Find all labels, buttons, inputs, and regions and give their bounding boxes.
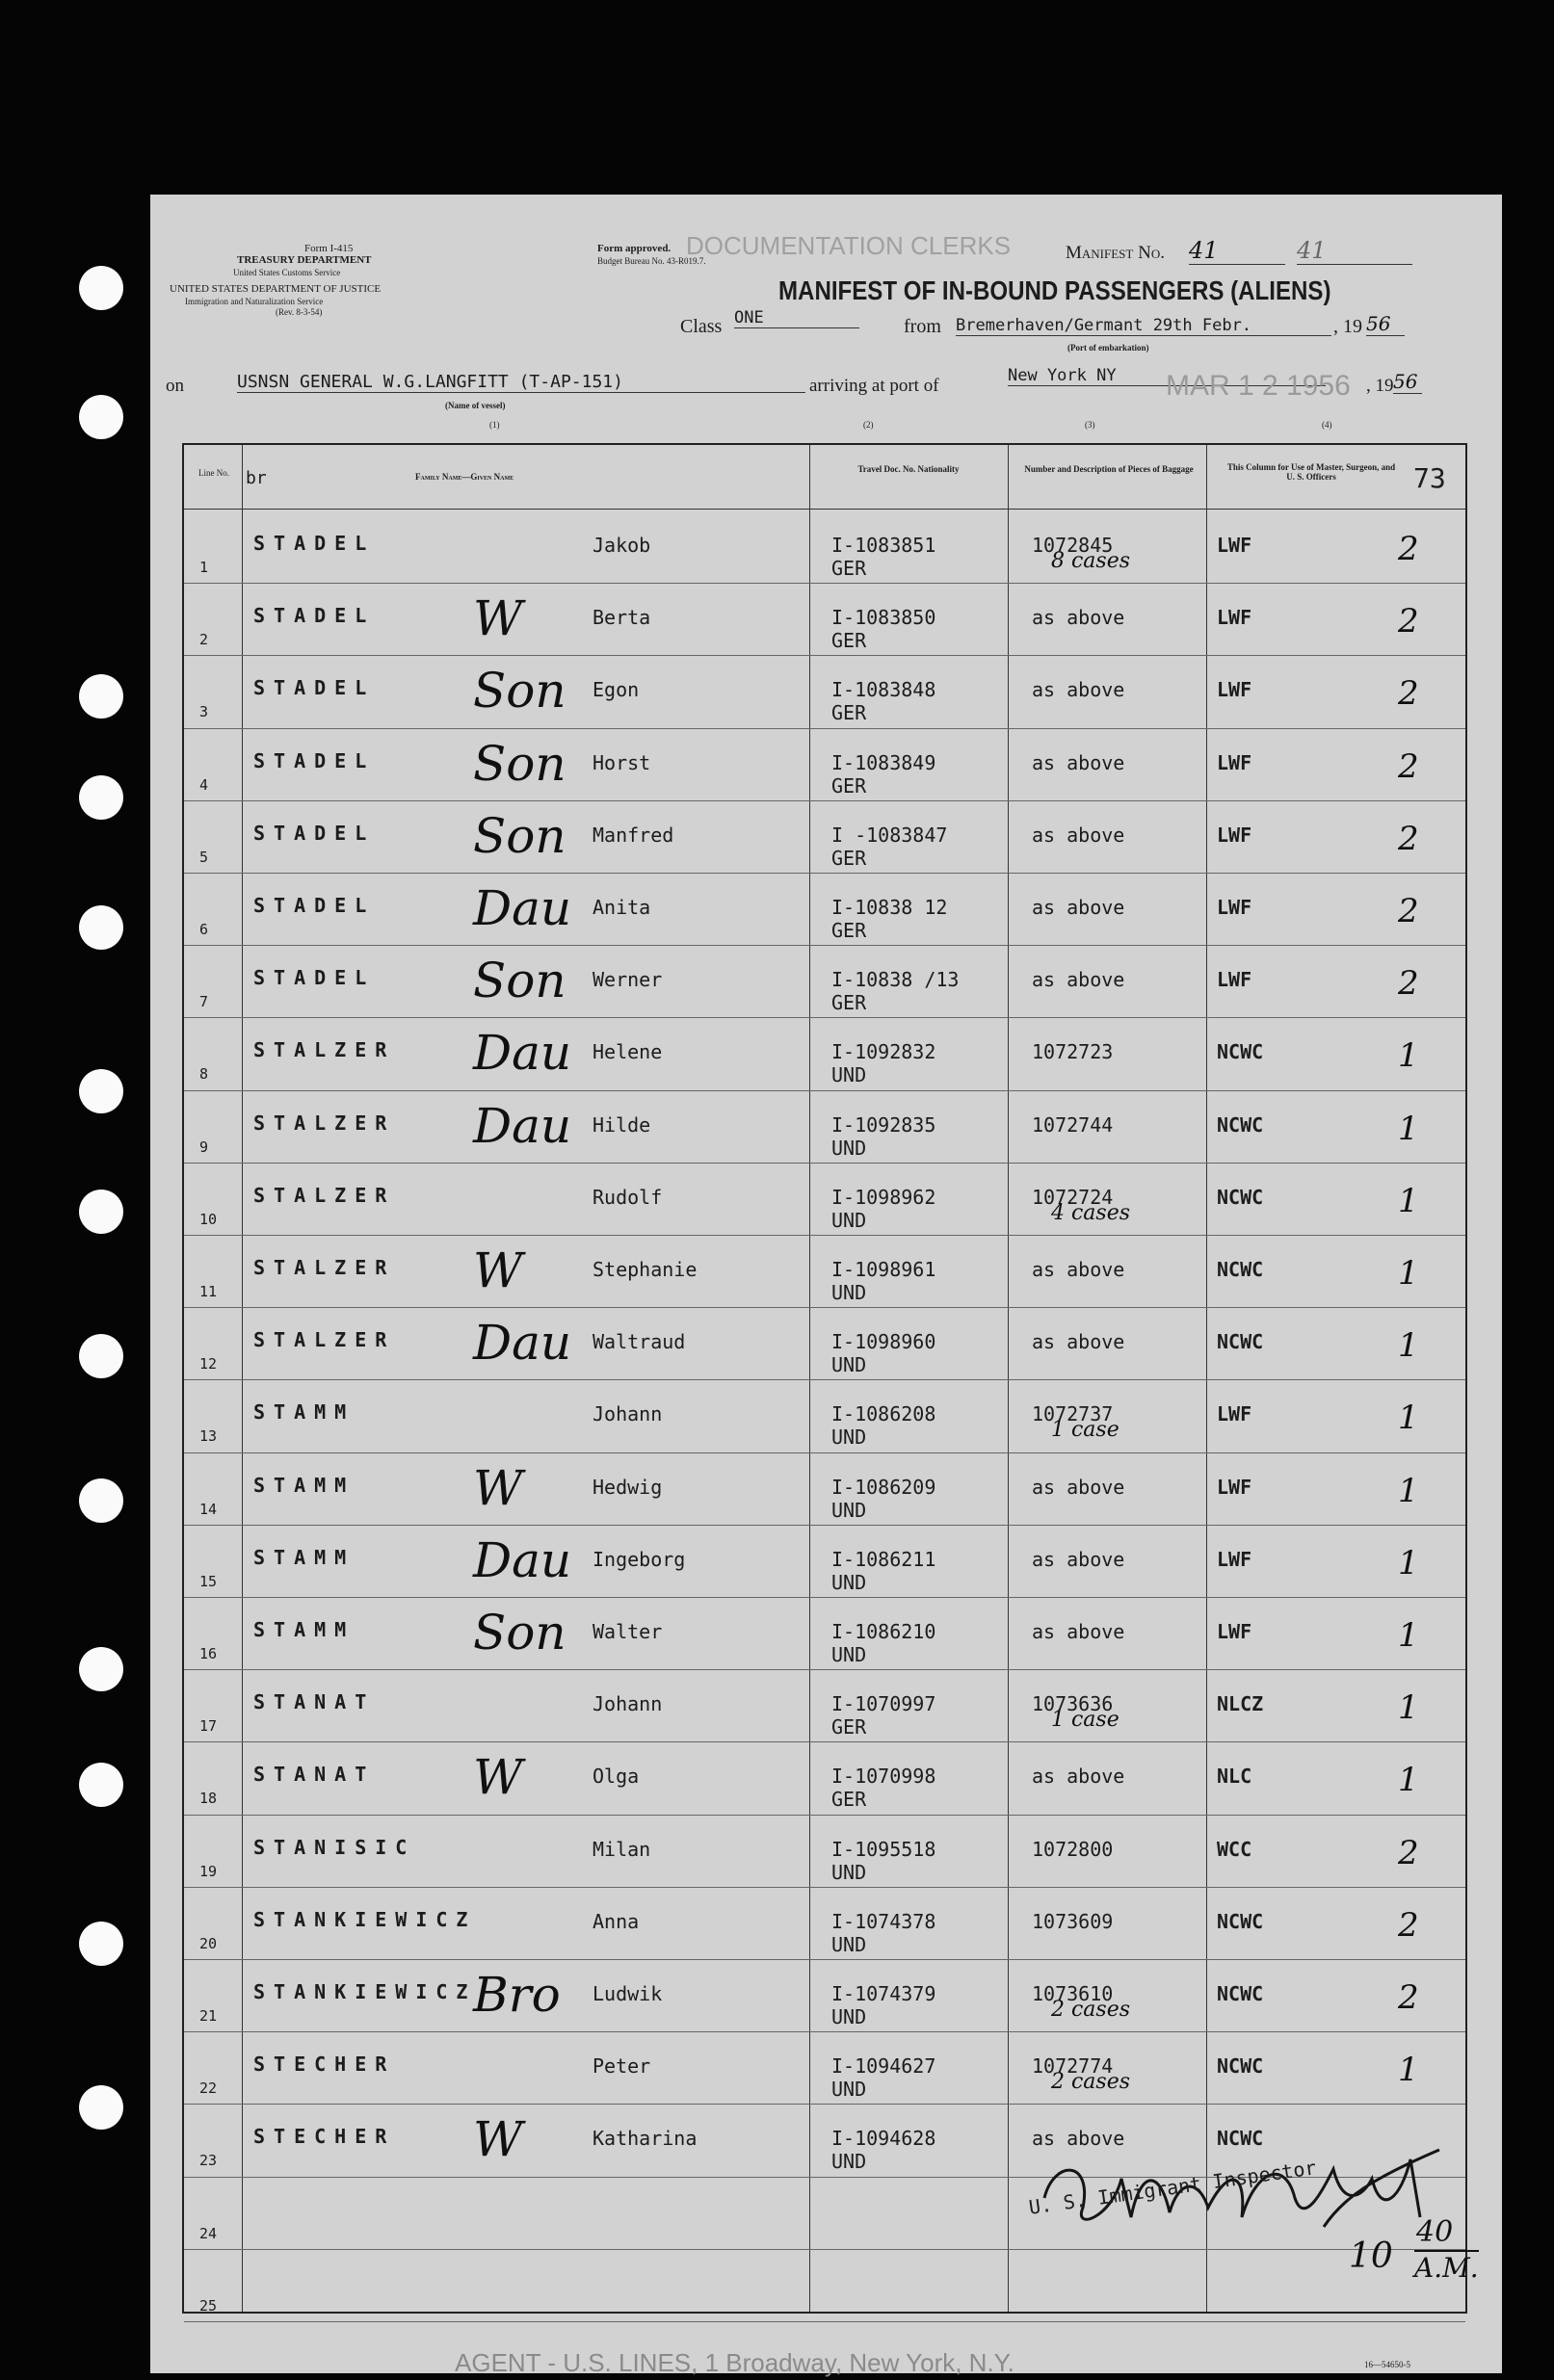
travel-doc-number: I-1095518 [831,1837,936,1861]
arrival-year: 56 [1393,370,1422,394]
binder-hole [79,266,123,310]
given-name: Helene [593,1040,663,1064]
baggage: as above [1032,1258,1125,1281]
nationality: UND [831,2005,867,2028]
travel-doc-number: I-1074379 [831,1982,936,2005]
table-row [184,945,1465,1018]
count: 2 [1398,530,1419,568]
relationship: Dau [473,1097,572,1154]
line-number: 7 [199,993,209,1011]
relationship: W [473,590,523,647]
nationality: GER [831,991,867,1015]
travel-doc-number: I-1083850 [831,606,936,630]
table-row [184,1597,1465,1670]
embark-year-prefix: , 19 [1333,316,1362,337]
table-row [184,1815,1465,1888]
officers-mark: 73 [1413,462,1446,494]
given-name: Horst [593,750,651,774]
table-row [184,1887,1465,1960]
count: 1 [1398,1036,1419,1076]
nationality: GER [831,557,867,580]
given-name: Rudolf [593,1185,663,1209]
relationship: Son [473,663,566,719]
travel-doc-number: I-1098960 [831,1330,936,1354]
vessel-name: USNSN GENERAL W.G.LANGFITT (T-AP-151) [237,372,805,393]
nationality: GER [831,1788,867,1812]
table-row [184,800,1465,874]
family-name: STALZER [253,1328,396,1352]
vessel-caption: (Name of vessel) [445,401,506,410]
binder-hole [79,2085,123,2130]
given-name: Walter [593,1620,663,1643]
agency: LWF [1217,750,1252,774]
relationship: Son [473,953,566,1009]
baggage: as above [1032,750,1125,774]
baggage-note: 4 cases [1051,1200,1131,1225]
relationship: Dau [473,1531,572,1588]
agency: LWF [1217,1547,1252,1571]
given-name: Peter [593,2054,651,2079]
baggage: as above [1032,1620,1125,1643]
table-row [184,655,1465,728]
table-row [184,1090,1465,1164]
line-number: 24 [199,2224,218,2242]
count: 2 [1398,602,1419,641]
agency: NLC [1217,1765,1252,1789]
column-number: (4) [1322,420,1332,430]
relationship: Bro [473,1967,561,2023]
agency: LWF [1217,534,1252,557]
line-number: 12 [199,1355,218,1373]
count: 1 [1398,1181,1419,1220]
count: 2 [1398,1978,1419,2017]
line-number: 20 [199,1934,218,1952]
travel-doc-number: I-10838 /13 [831,968,960,992]
agency: LWF [1217,968,1252,992]
line-number: 25 [199,2296,218,2315]
agency: NCWC [1217,1330,1264,1354]
column-number: (2) [863,420,874,430]
nationality: GER [831,846,867,870]
line-number: 16 [199,1645,218,1662]
travel-doc-number: I -1083847 [831,823,948,847]
passenger-table [182,443,1467,2314]
form-number: Form I-415 [304,243,354,254]
family-name: STANKIEWICZ [253,1980,477,2003]
revision: (Rev. 8-3-54) [276,307,323,317]
baggage: as above [1032,2127,1125,2151]
line-number: 21 [199,2007,218,2025]
table-row [184,1669,1465,1742]
relationship: Son [473,1605,566,1661]
line-number: 15 [199,1572,218,1590]
given-name: Egon [593,678,640,702]
agency: NCWC [1217,1040,1264,1064]
agency: LWF [1217,1402,1252,1426]
family-name: STANAT [253,1690,376,1714]
family-name: STADEL [253,604,376,628]
port-caption: (Port of embarkation) [1067,343,1149,353]
count: 2 [1398,1833,1419,1872]
given-name: Jakob [593,534,651,557]
nationality: UND [831,1063,867,1087]
agency: LWF [1217,896,1252,919]
travel-doc-number: I-1098962 [831,1185,936,1209]
time-minutes: 40 [1416,2215,1454,2249]
nationality: UND [831,1353,867,1377]
given-name: Johann [593,1402,663,1426]
form-code: 16—54650-5 [1364,2360,1410,2369]
nationality: UND [831,1281,867,1304]
baggage: as above [1032,823,1125,847]
given-name: Anita [593,896,651,919]
line-number: 13 [199,1427,218,1446]
manifest-number-stamp: 41 [1297,237,1412,265]
col-header-br: br [246,468,267,488]
family-name: STALZER [253,1111,396,1135]
agency: NCWC [1217,1909,1264,1933]
baggage: 1072723 [1032,1040,1114,1064]
agency: NCWC [1217,2054,1264,2079]
travel-doc-number: I-1086210 [831,1620,936,1643]
line-number: 5 [199,848,209,866]
count: 1 [1398,1688,1419,1728]
nationality: UND [831,1860,867,1884]
travel-doc-number: I-1098961 [831,1258,936,1281]
travel-doc-number: I-1083851 [831,534,936,557]
count: 2 [1398,674,1419,714]
form-approved: Form approved. [597,243,672,254]
agency: NCWC [1217,1112,1264,1137]
table-row [184,873,1465,946]
documentation-stamp: DOCUMENTATION CLERKS [686,231,1012,260]
family-name: STECHER [253,2053,396,2077]
justice-dept: UNITED STATES DEPARTMENT OF JUSTICE [170,283,382,295]
table-row [184,1017,1465,1090]
nationality: UND [831,1643,867,1666]
class-label: Class [680,316,723,337]
table-row [184,1163,1465,1236]
count: 1 [1398,1543,1419,1582]
arrival-port: New York NY [1008,366,1326,386]
manifest-number-label: Manifest No. [1066,243,1165,263]
family-name: STADEL [253,532,376,555]
nationality: UND [831,2078,867,2102]
binder-hole [79,395,123,439]
baggage: as above [1032,1330,1125,1354]
agency: NLCZ [1217,1692,1264,1716]
family-name: STADEL [253,821,376,845]
binder-hole [79,1069,123,1113]
given-name: Ingeborg [593,1547,686,1571]
family-name: STALZER [253,1038,396,1062]
arrival-year-prefix: , 19 [1366,376,1394,396]
baggage: 1072744 [1032,1112,1114,1137]
travel-doc-number: I-1083848 [831,678,936,702]
family-name: STECHER [253,2125,396,2149]
travel-doc-number: I-1092835 [831,1112,936,1137]
manifest-title: MANIFEST OF IN-BOUND PASSENGERS (ALIENS) [778,275,1331,305]
baggage-note: 1 case [1051,1418,1119,1443]
inspector-title: U. S. Immigrant Inspector [1027,2156,1318,2219]
family-name: STAMM [253,1618,356,1641]
relationship: Dau [473,880,572,936]
time-hour: 10 [1349,2236,1393,2276]
baggage: as above [1032,896,1125,919]
count: 1 [1398,1761,1419,1800]
nationality: GER [831,1715,867,1739]
binder-hole [79,905,123,950]
line-number: 17 [199,1717,218,1736]
on-label: on [166,376,184,396]
binder-hole [79,1763,123,1807]
nationality: UND [831,1498,867,1522]
col-header-line-no: Line No. [198,468,229,478]
line-number: 23 [199,2152,218,2170]
relationship: Son [473,735,566,792]
count: 1 [1398,1471,1419,1510]
count: 1 [1398,1109,1419,1148]
baggage: as above [1032,968,1125,992]
travel-doc-number: I-1086208 [831,1402,936,1426]
table-row [184,2249,1465,2322]
count: 2 [1398,746,1419,786]
table-row [184,1379,1465,1452]
agency: WCC [1217,1837,1252,1861]
table-row [184,1307,1465,1380]
from-label: from [904,316,941,337]
family-name: STALZER [253,1183,396,1207]
binder-hole [79,1478,123,1523]
family-name: STANKIEWICZ [253,1907,477,1931]
nationality: UND [831,2150,867,2174]
family-name: STAMM [253,1400,356,1425]
given-name: Johann [593,1692,663,1716]
relationship: W [473,1749,523,1806]
nationality: GER [831,701,867,725]
budget-bureau: Budget Bureau No. 43-R019.7. [597,256,706,266]
relationship: Dau [473,1025,572,1082]
treasury-dept: TREASURY DEPARTMENT [237,254,372,266]
relationship: Dau [473,1315,572,1372]
manifest-number: 41 [1189,237,1285,265]
count: 2 [1398,892,1419,930]
family-name: STADEL [253,748,376,772]
baggage: 1072774 [1032,2054,1114,2079]
travel-doc-number: I-1070997 [831,1692,936,1716]
travel-doc-number: I-1070998 [831,1765,936,1789]
table-row [184,728,1465,801]
line-number: 2 [199,631,209,649]
count: 2 [1398,819,1419,858]
travel-doc-number: I-1086209 [831,1475,936,1499]
line-number: 6 [199,921,209,938]
binder-hole [79,1922,123,1966]
baggage: 1072800 [1032,1837,1114,1861]
embark-year: 56 [1366,312,1405,336]
table-row [184,1235,1465,1308]
relationship: Son [473,807,566,864]
count: 1 [1398,1399,1419,1438]
baggage: as above [1032,1765,1125,1789]
nationality: GER [831,629,867,653]
table-row [184,510,1465,584]
arrival-date-stamp: MAR 1 2 1956 [1166,370,1351,402]
travel-doc-number: I-1074378 [831,1909,936,1933]
family-name: STAMM [253,1473,356,1497]
agency: NCWC [1217,1982,1264,2005]
given-name: Waltraud [593,1330,686,1354]
nationality: UND [831,1570,867,1594]
binder-hole [79,775,123,820]
baggage: 1073636 [1032,1692,1114,1716]
baggage: as above [1032,1547,1125,1571]
binder-hole [79,1190,123,1234]
binder-hole [79,674,123,719]
family-name: STANAT [253,1763,376,1787]
col-header-travel-doc: Travel Doc. No. Nationality [857,464,960,474]
line-number: 4 [199,775,209,794]
baggage: as above [1032,678,1125,702]
given-name: Ludwik [593,1982,663,2005]
line-number: 22 [199,2079,218,2098]
baggage-note: 8 cases [1051,549,1131,573]
nationality: UND [831,1208,867,1232]
relationship: W [473,1459,523,1516]
given-name: Berta [593,606,651,630]
col-header-name: Family Name—Given Name [415,472,514,482]
agency: LWF [1217,1620,1252,1643]
agency: NCWC [1217,1185,1264,1209]
agency: NCWC [1217,1258,1264,1281]
baggage: 1072724 [1032,1185,1114,1209]
table-row [184,583,1465,656]
baggage: 1073610 [1032,1982,1114,2005]
family-name: STADEL [253,894,376,917]
baggage: 1073609 [1032,1909,1114,1933]
family-name: STADEL [253,676,376,700]
given-name: Olga [593,1765,640,1789]
family-name: STALZER [253,1256,396,1279]
col-header-baggage: Number and Description of Pieces of Baggage [1024,464,1194,474]
given-name: Stephanie [593,1258,698,1281]
agency: LWF [1217,823,1252,847]
travel-doc-number: I-10838 12 [831,896,948,919]
table-row [184,1525,1465,1598]
table-row [184,2031,1465,2105]
count: 1 [1398,1616,1419,1655]
table-row [184,1452,1465,1526]
arriving-label: arriving at port of [809,376,939,396]
count: 1 [1398,1254,1419,1293]
given-name: Anna [593,1909,640,1933]
count: 1 [1398,2051,1419,2090]
given-name: Hilde [593,1112,651,1137]
agent-stamp: AGENT - U.S. LINES, 1 Broadway, New York, N.Y. [455,2348,1014,2377]
baggage: 1072845 [1032,534,1114,557]
time-ampm: A.M. [1414,2252,1479,2284]
line-number: 8 [199,1065,209,1084]
given-name: Katharina [593,2127,698,2151]
line-number: 18 [199,1790,218,1808]
relationship: W [473,1242,523,1298]
relationship: W [473,2111,523,2168]
given-name: Milan [593,1837,651,1861]
count: 1 [1398,1326,1419,1366]
baggage-note: 1 case [1051,1708,1119,1733]
nationality: GER [831,919,867,942]
line-number: 9 [199,1138,209,1156]
agency: LWF [1217,1475,1252,1499]
binder-hole [79,1334,123,1378]
embarkation: Bremerhaven/Germant 29th Febr. [956,316,1331,336]
count: 2 [1398,1905,1419,1945]
given-name: Hedwig [593,1475,663,1499]
travel-doc-number: I-1092832 [831,1040,936,1064]
line-number: 14 [199,1500,218,1518]
baggage-note: 2 cases [1051,2070,1131,2095]
given-name: Werner [593,968,663,992]
baggage: as above [1032,1475,1125,1499]
family-name: STANISIC [253,1835,416,1859]
manifest-sheet [150,195,1502,2377]
travel-doc-number: I-1083849 [831,750,936,774]
nationality: UND [831,1425,867,1450]
nationality: GER [831,773,867,798]
column-number: (1) [489,420,500,430]
ins-service: Immigration and Naturalization Service [185,297,324,306]
travel-doc-number: I-1094628 [831,2127,936,2151]
agency: NCWC [1217,2127,1264,2151]
baggage: 1072737 [1032,1402,1114,1426]
binder-hole [79,1647,123,1691]
nationality: UND [831,1932,867,1956]
line-number: 1 [199,559,209,576]
nationality: UND [831,1136,867,1160]
line-number: 10 [199,1210,218,1228]
class-value: ONE [734,308,859,328]
table-row [184,1959,1465,2032]
family-name: STAMM [253,1545,356,1569]
line-number: 11 [199,1283,218,1300]
baggage: as above [1032,606,1125,630]
given-name: Manfred [593,823,674,847]
line-number: 3 [199,703,209,721]
travel-doc-number: I-1094627 [831,2054,936,2079]
column-number: (3) [1085,420,1095,430]
line-number: 19 [199,1862,218,1880]
family-name: STADEL [253,966,376,990]
baggage-note: 2 cases [1051,1998,1131,2022]
col-header-officers: This Column for Use of Master, Surgeon, and U. S. Officers [1226,462,1396,482]
table-row [184,1741,1465,1815]
customs-service: United States Customs Service [233,268,341,277]
agency: LWF [1217,678,1252,702]
count: 2 [1398,964,1419,1004]
travel-doc-number: I-1086211 [831,1547,936,1571]
agency: LWF [1217,606,1252,630]
